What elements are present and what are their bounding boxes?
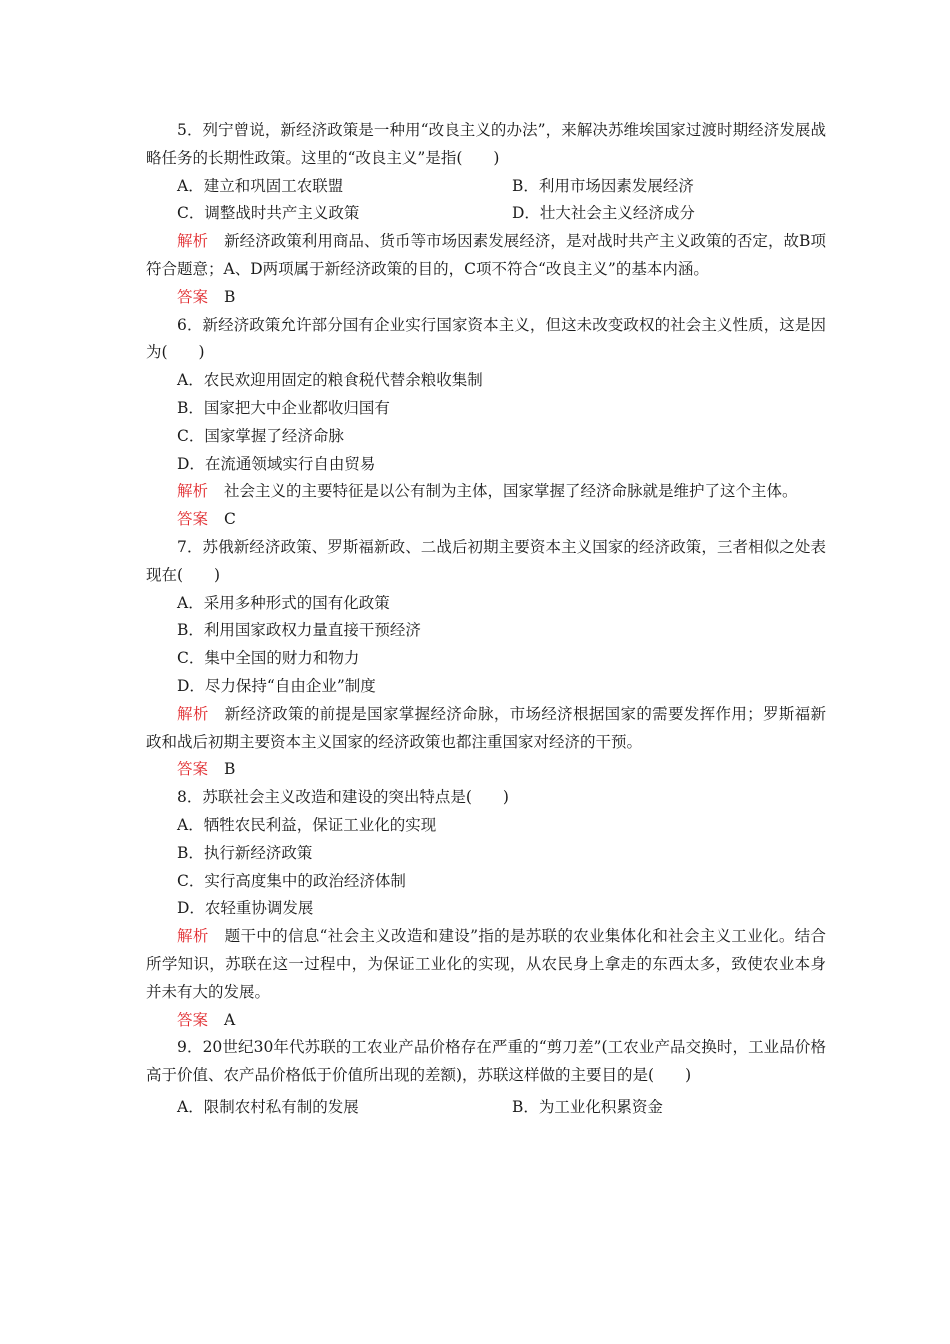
option-b: B．利用市场因素发展经济 xyxy=(512,176,694,195)
option-c: C．国家掌握了经济命脉 xyxy=(177,426,344,445)
option-b: B．国家把大中企业都收归国有 xyxy=(177,398,390,417)
option-b: B．利用国家政权力量直接干预经济 xyxy=(177,621,421,640)
answer-value: A xyxy=(224,1010,236,1029)
answer-value: B xyxy=(224,287,236,306)
question-5 xyxy=(146,117,826,312)
option-d: D．壮大社会主义经济成分 xyxy=(512,204,695,223)
question-6 xyxy=(146,312,826,534)
question-stem: 5．列宁曾说，新经济政策是一种用“改良主义的办法”，来解决苏维埃国家过渡时期经济发展战略任务的长期性政策。这里的“改良主义”是指( ) xyxy=(146,121,826,167)
option-c: C．实行高度集中的政治经济体制 xyxy=(177,871,406,890)
analysis-text: 社会主义的主要特征是以公有制为主体，国家掌握了经济命脉就是维护了这个主体。 xyxy=(224,482,798,501)
answer xyxy=(146,1007,826,1035)
option-a: A．建立和巩固工农联盟 xyxy=(177,176,344,195)
analysis-label: 解析 xyxy=(177,482,209,501)
question-stem: 7．苏俄新经济政策、罗斯福新政、二战后初期主要资本主义国家的经济政策，三者相似之处表现在( ) xyxy=(146,537,826,584)
answer-label: 答案 xyxy=(177,760,209,779)
analysis-text: 新经济政策利用商品、货币等市场因素发展经济，是对战时共产主义政策的否定，故B项符合题意；A、D两项属于新经济政策的目的，C项不符合“改良主义”的基本内涵。 xyxy=(146,232,826,278)
option-c: C．调整战时共产主义政策 xyxy=(177,204,360,223)
answer xyxy=(146,284,826,312)
question-stem: 6．新经济政策允许部分国有企业实行国家资本主义，但这未改变政权的社会主义性质，这是因为( ) xyxy=(146,315,826,362)
option-a: A．农民欢迎用固定的粮食税代替余粮收集制 xyxy=(177,371,483,390)
analysis xyxy=(146,701,826,757)
option-b: B．为工业化积累资金 xyxy=(512,1097,663,1116)
analysis xyxy=(146,478,826,506)
answer-value: C xyxy=(224,510,236,529)
option-d: D．农轻重协调发展 xyxy=(177,899,314,918)
answer-label: 答案 xyxy=(177,287,209,306)
analysis-text: 新经济政策的前提是国家掌握经济命脉，市场经济根据国家的需要发挥作用；罗斯福新政和战后初期主要资本主义国家的经济政策也都注重国家对经济的干预。 xyxy=(146,704,826,751)
question-stem: 8．苏联社会主义改造和建设的突出特点是( ) xyxy=(177,788,509,807)
analysis-label: 解析 xyxy=(177,704,209,723)
answer-value: B xyxy=(224,760,236,779)
option-d: D．尽力保持“自由企业”制度 xyxy=(177,676,376,695)
option-a: A．牺牲农民利益，保证工业化的实现 xyxy=(177,815,437,834)
answer-label: 答案 xyxy=(177,510,209,529)
analysis-label: 解析 xyxy=(177,232,209,251)
option-c: C．集中全国的财力和物力 xyxy=(177,649,360,668)
analysis xyxy=(146,923,826,1006)
answer xyxy=(146,506,826,534)
option-d: D．在流通领域实行自由贸易 xyxy=(177,454,376,473)
option-b: B．执行新经济政策 xyxy=(177,843,313,862)
question-stem: 9．20世纪30年代苏联的工农业产品价格存在严重的“剪刀差”(工农业产品交换时，工业品价格高于价值、农产品价格低于价值所出现的差额)，苏联这样做的主要目的是( ) xyxy=(146,1038,826,1085)
option-a: A．采用多种形式的国有化政策 xyxy=(177,593,390,612)
answer-label: 答案 xyxy=(177,1010,209,1029)
answer xyxy=(146,756,826,784)
question-7 xyxy=(146,534,826,784)
question-9 xyxy=(146,1034,826,1121)
analysis xyxy=(146,228,826,284)
option-a: A．限制农村私有制的发展 xyxy=(177,1097,359,1116)
question-8 xyxy=(146,784,826,1034)
analysis-text: 题干中的信息“社会主义改造和建设”指的是苏联的农业集体化和社会主义工业化。结合所学知识，苏联在这一过程中，为保证工业化的实现，从农民身上拿走的东西太多，致使农业本身并未有大的发展。 xyxy=(146,927,826,1001)
document-page xyxy=(146,117,826,1122)
analysis-label: 解析 xyxy=(177,927,209,946)
